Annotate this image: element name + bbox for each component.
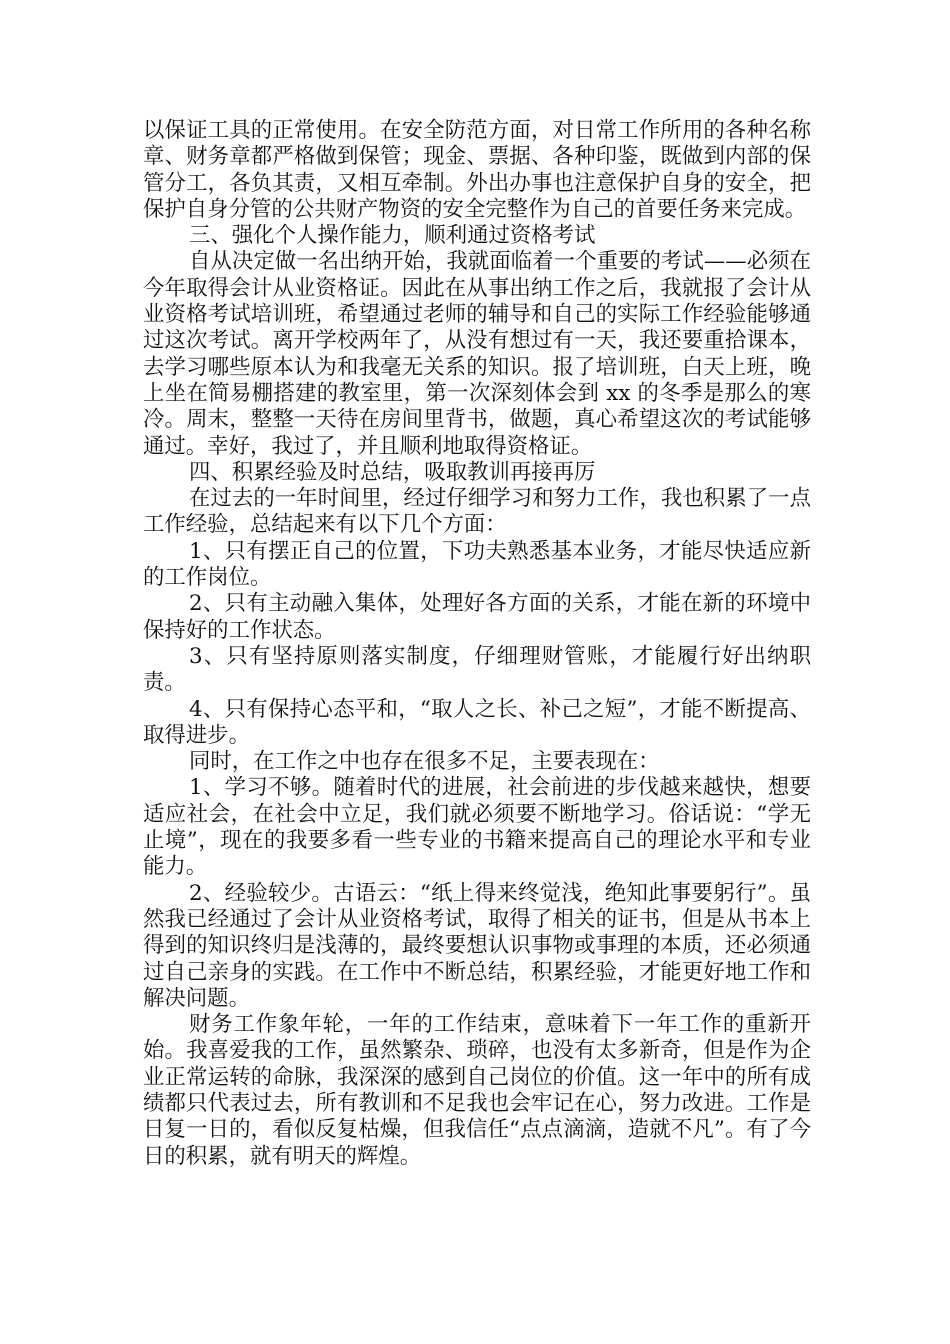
list-item: 4、只有保持心态平和，“取人之长、补己之短”，才能不断提高、取得进步。: [143, 696, 811, 748]
list-item: 3、只有坚持原则落实制度，仔细理财管账，才能履行好出纳职责。: [143, 643, 811, 696]
paragraph: 同时，在工作之中也存在很多不足，主要表现在：: [189, 749, 660, 775]
list-item: 2、经验较少。古语云：“纸上得来终觉浅，绝知此事要躬行”。虽然我已经通过了会计从业资格考试，取得了相关的证书，但是从书本上得到的知识终归是浅薄的，最终要想认识事物或事理的本质，还必须通过自己亲身的实践。在工作中不断总结，积累经验，才能更好地工作和解决问题。: [143, 880, 811, 1011]
list-item: 1、只有摆正自己的位置，下功夫熟悉基本业务，才能尽快适应新的工作岗位。: [143, 538, 811, 591]
paragraph-conclusion: 财务工作象年轮，一年的工作结束，意味着下一年工作的重新开始。我喜爱我的工作，虽然繁杂、琐碎，也没有太多新奇，但是作为企业正常运转的命脉，我深深的感到自己岗位的价值。这一年中的所有成绩都只代表过去，所有教训和不足我也会牢记在心，努力改进。工作是日复一日的，看似反复枯燥，但我信任“点点滴滴，造就不凡”。有了今日的积累，就有明天的辉煌。: [143, 1012, 811, 1169]
document-body: [143, 118, 811, 1170]
paragraph-continuation: 以保证工具的正常使用。在安全防范方面，对日常工作所用的各种名称章、财务章都严格做到保管；现金、票据、各种印鉴，既做到内部的保管分工，各负其责，又相互牵制。外出办事也注意保护自身的安全，把保护自身分管的公共财产物资的安全完整作为自己的首要任务来完成。: [143, 118, 811, 222]
paragraph: 在过去的一年时间里，经过仔细学习和努力工作，我也积累了一点工作经验，总结起来有以下几个方面：: [143, 486, 811, 538]
paragraph: 自从决定做一名出纳开始，我就面临着一个重要的考试——必须在今年取得会计从业资格证。因此在从事出纳工作之后，我就报了会计从业资格考试培训班，希望通过老师的辅导和自己的实际工作经验能够通过这次考试。离开学校两年了，从没有想过有一天，我还要重拾课本，去学习哪些原本认为和我毫无关系的知识。报了培训班，白天上班，晚上坐在简易棚搭建的教室里，第一次深刻体会到 xx 的冬季是那么的寒冷。周末，整整一天待在房间里背书，做题，真心希望这次的考试能够通过。幸好，我过了，并且顺利地取得资格证。: [143, 249, 811, 459]
section-heading-4: 四、积累经验及时总结，吸取教训再接再厉: [189, 459, 596, 485]
section-heading-3: 三、强化个人操作能力，顺利通过资格考试: [189, 223, 596, 249]
list-item: 1、学习不够。随着时代的进展，社会前进的步伐越来越快，想要适应社会，在社会中立足，我们就必须要不断地学习。俗话说：“学无止境”，现在的我要多看一些专业的书籍来提高自己的理论水平和专业能力。: [143, 775, 811, 880]
list-item: 2、只有主动融入集体，处理好各方面的关系，才能在新的环境中保持好的工作状态。: [143, 591, 811, 643]
